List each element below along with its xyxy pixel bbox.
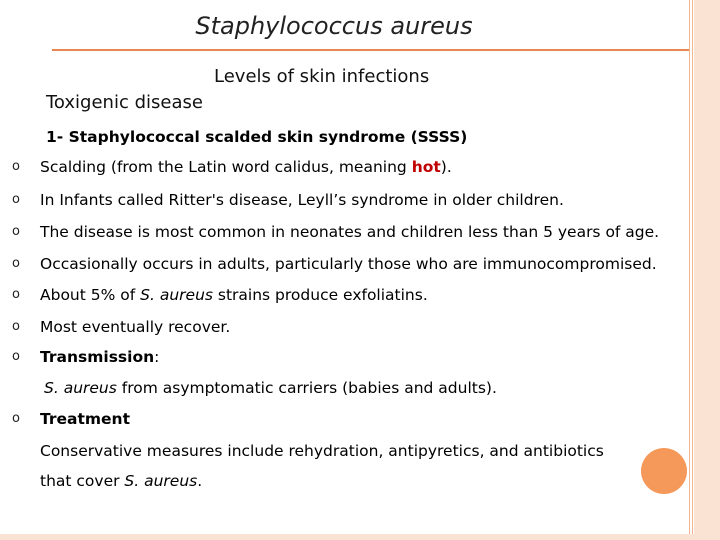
item-heading: Transmission	[40, 348, 155, 366]
item-text: Scalding (from the Latin word calidus, meaning	[40, 158, 412, 176]
decorative-border-bottom	[0, 534, 720, 540]
bullet-icon: o	[12, 349, 20, 364]
bullet-icon: o	[12, 224, 20, 239]
item-heading: Treatment	[40, 410, 131, 428]
item-text: :	[154, 348, 160, 366]
slide-subtitle: Levels of skin infections	[214, 66, 430, 87]
bullet-icon: o	[12, 287, 20, 302]
item-text: Occasionally occurs in adults, particularly those who are immunocompromised.	[40, 255, 657, 273]
decorative-border-right	[694, 0, 720, 540]
condition-title: 1- Staphylococcal scalded skin syndrome (SSSS)	[46, 128, 468, 146]
decorative-border-line	[689, 0, 690, 540]
bullet-icon: o	[12, 319, 20, 334]
item-text: ).	[440, 158, 452, 176]
bullet-icon: o	[12, 159, 20, 174]
species-name: S. aureus	[44, 379, 117, 397]
species-name: S. aureus	[140, 286, 213, 304]
decorative-border-line	[692, 0, 693, 540]
highlight-word: hot	[411, 158, 441, 176]
transmission-detail: S. aureus from asymptomatic carriers (babies and adults).	[44, 379, 497, 397]
bullet-icon: o	[12, 256, 20, 271]
treatment-detail-line1: Conservative measures include rehydration, antipyretics, and antibiotics	[40, 442, 604, 460]
bullet-icon: o	[12, 411, 20, 426]
decorative-circle	[641, 448, 687, 494]
item-text: strains produce exfoliatins.	[212, 286, 428, 304]
slide-title: Staphylococcus aureus	[195, 12, 473, 40]
item-text: In Infants called Ritter's disease, Leyll’s syndrome in older children.	[40, 191, 564, 209]
treatment-detail-line2: that cover S. aureus.	[40, 472, 203, 490]
item-text: About 5% of	[40, 286, 141, 304]
species-name: S. aureus	[124, 472, 198, 490]
bullet-icon: o	[12, 192, 20, 207]
title-underline	[52, 49, 689, 51]
section-heading: Toxigenic disease	[46, 92, 203, 113]
item-text: Most eventually recover.	[40, 318, 231, 336]
item-text: The disease is most common in neonates and children less than 5 years of age.	[40, 223, 660, 241]
